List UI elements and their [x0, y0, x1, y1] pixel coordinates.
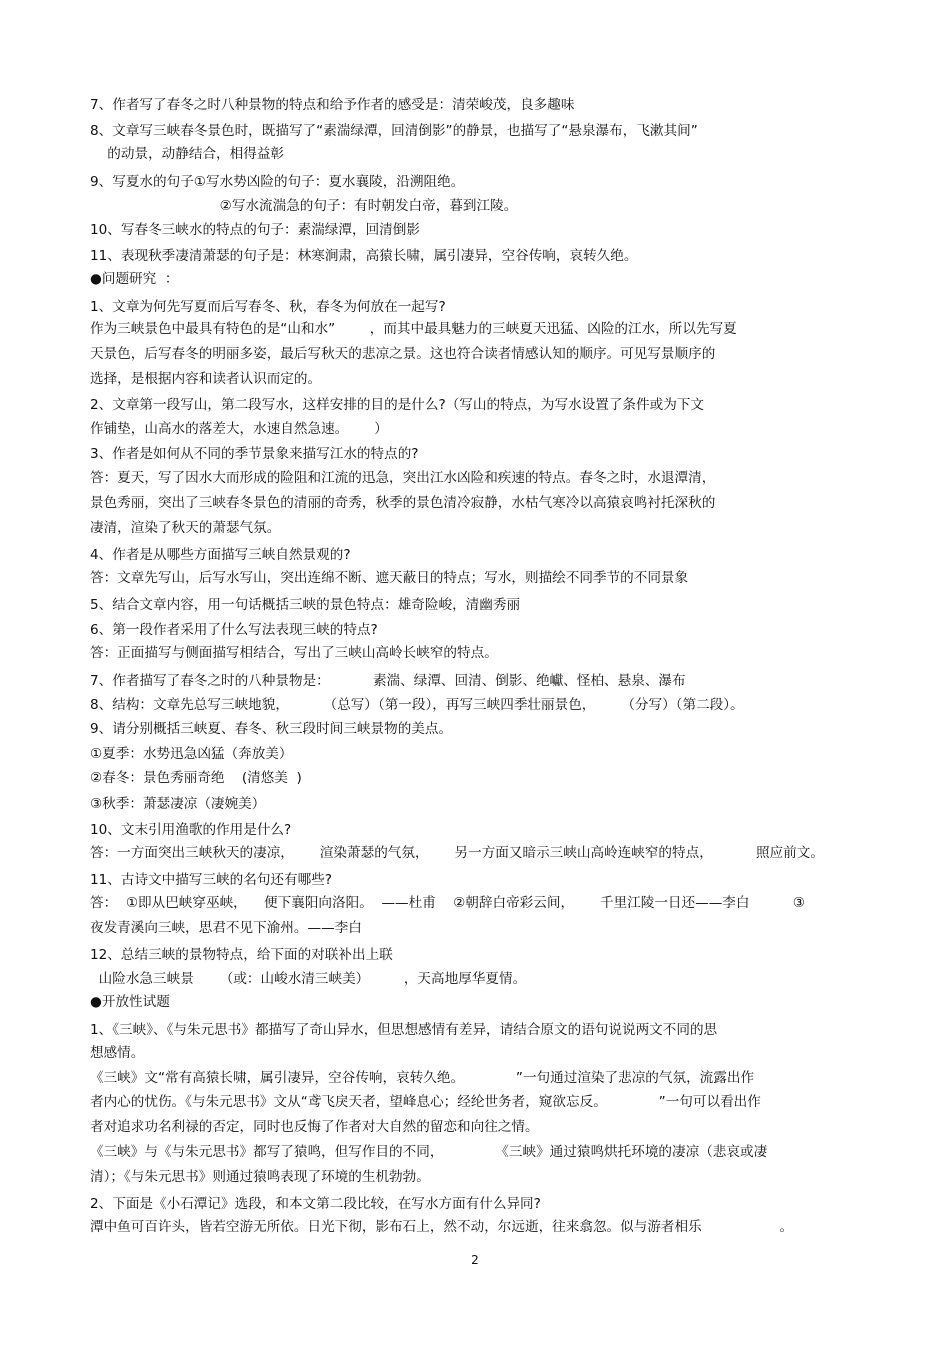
text-line: 11、表现秋季凄清萧瑟的句子是：林寒涧肃，高猿长啸，属引凄异，空谷传响，哀转久绝。 [90, 248, 638, 264]
text-line: 景色秀丽，突出了三峡春冬景色的清丽的奇秀，秋季的景色清冷寂静，水枯气寒冷以高猿哀鸣衬托深秋的 [90, 495, 716, 511]
question-line: 4、作者是从哪些方面描写三峡自然景观的? [90, 547, 351, 563]
text-line: 潭中鱼可百许头，皆若空游无所依。日光下彻，影布石上，然不动，尔远逝，往来翕忽。似与游者相乐 。 [90, 1219, 794, 1235]
text-line: 7、作者写了春冬之时八种景物的特点和给予作者的感受是：清荣峻茂，良多趣味 [90, 97, 575, 113]
text-line: 山险水急三峡景 （或：山峻水清三峡美） ，天高地厚华夏情。 [90, 971, 527, 987]
text-line: ①夏季：水势迅急凶猛（奔放美） [90, 746, 293, 762]
page-number: 2 [471, 1253, 479, 1267]
question-line: 6、第一段作者采用了什么写法表现三峡的特点? [90, 622, 378, 638]
text-line: 答： ①即从巴峡穿巫峡， 便下襄阳向洛阳。 ——杜甫 ②朝辞白帝彩云间， 千里江陵一日还——李白 ③ [90, 895, 805, 911]
question-line: 11、古诗文中描写三峡的名句还有哪些? [90, 872, 333, 888]
text-line: 者内心的忧伤。《与朱元思书》文从“鸢飞戾天者，望峰息心；经纶世务者，窥欲忘反。 ”一句可以看出作 [90, 1094, 761, 1110]
text-line: 8、文章写三峡春冬景色时，既描写了“素湍绿潭，回清倒影”的静景，也描写了“悬泉瀑布，飞漱其间” [90, 123, 698, 139]
text-line: 清）；《与朱元思书》则通过猿鸣表现了环境的生机勃勃。 [90, 1169, 430, 1185]
text-line: 者对追求功名利禄的否定，同时也反悔了作者对大自然的留恋和向往之情。 [90, 1119, 539, 1135]
text-line: 10、写春冬三峡水的特点的句子：素湍绿潭，回清倒影 [90, 222, 420, 238]
text-line: 选择，是根据内容和读者认识而定的。 [90, 371, 322, 387]
question-line: 10、文末引用渔歌的作用是什么? [90, 822, 292, 838]
text-line: ②写水流湍急的句子：有时朝发白帝，暮到江陵。 [90, 198, 518, 214]
question-line: 5、结合文章内容，用一句话概括三峡的景色特点：雄奇险峻，清幽秀丽 [90, 597, 521, 613]
text-line: 想感情。 [90, 1045, 145, 1061]
text-line: 作铺垫，山高水的落差大，水速自然急速。 ） [90, 421, 388, 437]
question-line: 9、请分别概括三峡夏、春冬、秋三段时间三峡景物的美点。 [90, 721, 453, 737]
section-heading: ●开放性试题 [90, 994, 170, 1010]
text-line: 答：一方面突出三峡秋天的凄凉， 渲染萧瑟的气氛， 另一方面又暗示三峡山高岭连峡窄的特点， 照应前文。 [90, 845, 824, 861]
question-line: 8、结构：文章先总写三峡地貌， （总写）（第一段），再写三峡四季壮丽景色， （分写）（第二段）。 [90, 697, 744, 713]
question-line: 2、下面是《小石潭记》选段，和本文第二段比较，在写水方面有什么异同? [90, 1196, 541, 1212]
text-line: 凄清，渲染了秋天的萧瑟气氛。 [90, 520, 281, 536]
text-line: 夜发青溪向三峡，思君不见下渝州。——李白 [90, 920, 362, 936]
section-heading: ●问题研究 ： [90, 271, 179, 287]
text-line: 答：文章先写山，后写水写山，突出连绵不断、遮天蔽日的特点；写水，则描绘不同季节的不同景象 [90, 570, 689, 586]
text-line: 作为三峡景色中最具有特色的是“山和水” ，而其中最具魅力的三峡夏天迅猛、凶险的江水，所以先写夏 [90, 321, 737, 337]
question-line: 7、作者描写了春冬之时的八种景物是： 素湍、绿潭、回清、倒影、绝巘、怪柏、悬泉、瀑布 [90, 673, 686, 689]
text-line: 《三峡》文“常有高猿长啸，属引凄异，空谷传响，哀转久绝。 ”一句通过渲染了悲凉的气氛，流露出作 [90, 1070, 755, 1086]
question-line: 1、《三峡》、《与朱元思书》都描写了奇山异水，但思想感情有差异，请结合原文的语句说说两文不同的思 [90, 1022, 718, 1038]
text-line: ②春冬：景色秀丽奇绝 (清悠美 ) [90, 770, 302, 786]
question-line: 2、文章第一段写山，第二段写水，这样安排的目的是什么?（写山的特点，为写水设置了条件或为下文 [90, 397, 704, 413]
text-line: 的动景，动静结合，相得益彰 [90, 146, 285, 162]
text-line: 答：夏天，写了因水大而形成的险阻和江流的迅急，突出江水凶险和疾速的特点。春冬之时，水退潭清， [90, 470, 716, 486]
text-line: ③秋季：萧瑟凄凉（凄婉美） [90, 796, 266, 812]
text-line: 答：正面描写与侧面描写相结合，写出了三峡山高岭长峡窄的特点。 [90, 645, 498, 661]
question-line: 1、文章为何先写夏而后写春冬、秋，春冬为何放在一起写? [90, 299, 446, 315]
question-line: 12、总结三峡的景物特点，给下面的对联补出上联 [90, 947, 393, 963]
question-line: 3、作者是如何从不同的季节景象来描写江水的特点的? [90, 446, 419, 462]
text-line: 9、写夏水的句子①写水势凶险的句子：夏水襄陵，沿溯阻绝。 [90, 174, 465, 190]
text-line: 天景色，后写春冬的明丽多姿，最后写秋天的悲凉之景。这也符合读者情感认知的顺序。可见写景顺序的 [90, 346, 716, 362]
text-line: 《三峡》与《与朱元思书》都写了猿鸣，但写作目的不同， 《三峡》通过猿鸣烘托环境的凄凉（悲哀或凄 [90, 1144, 768, 1160]
